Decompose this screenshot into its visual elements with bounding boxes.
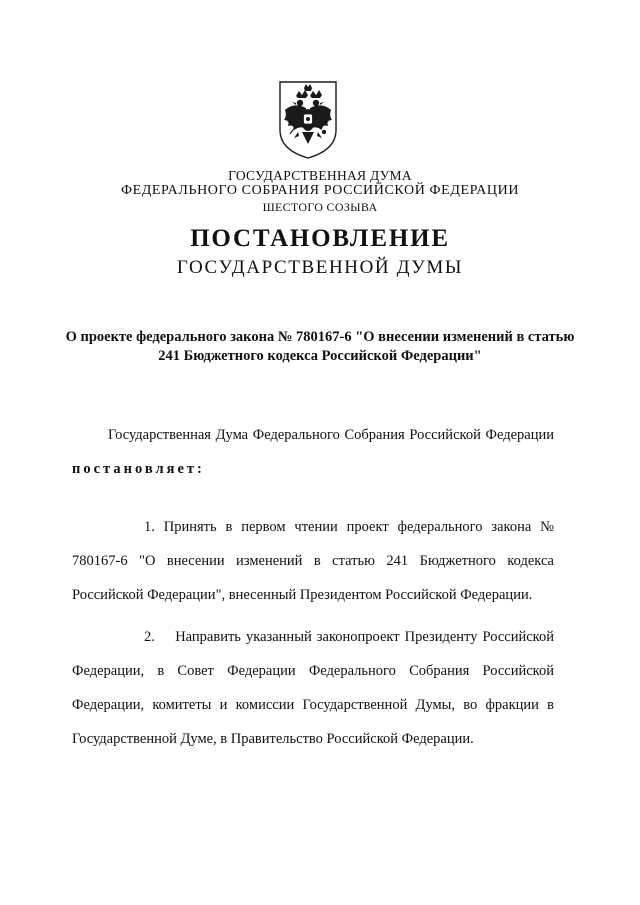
- russian-coat-of-arms-icon: [276, 80, 340, 160]
- document-type-title: ПОСТАНОВЛЕНИЕ: [190, 225, 450, 252]
- org-name-line2: ФЕДЕРАЛЬНОГО СОБРАНИЯ РОССИЙСКОЙ ФЕДЕРАЦИИ: [120, 183, 520, 198]
- convocation: ШЕСТОГО СОЗЫВА: [262, 200, 378, 214]
- preamble-text: Государственная Дума Федерального Собрания Российской Федерации: [108, 427, 554, 443]
- item-2-text: Направить указанный законопроект Президенту Российской Федерации, в Совет Федерации Федерального Собрания Российской Федерации, комитеты и комиссии Государственной Думы, во фракции в Государственной Думе, в Правительство Российской Федерации.: [72, 629, 554, 747]
- item-1-text: Принять в первом чтении проект федерального закона № 780167-6 "О внесении изменений в статью 241 Бюджетного кодекса Российской Федерации", внесенный Президентом Российской Федерации.: [72, 519, 555, 603]
- preamble-verb: постановляет:: [72, 461, 205, 477]
- document-subject: О проекте федерального закона № 780167-6 "О внесении изменений в статью 241 Бюджетного кодекса Российской Федерации": [65, 329, 575, 364]
- document-issuer: ГОСУДАРСТВЕННОЙ ДУМЫ: [176, 257, 464, 278]
- item-2-number: 2.: [144, 629, 155, 645]
- item-2-paragraph: [72, 620, 554, 756]
- item-1-paragraph: [72, 510, 554, 612]
- item-1-number: 1.: [144, 519, 155, 535]
- preamble-paragraph: [72, 418, 554, 486]
- org-name-line1: ГОСУДАРСТВЕННАЯ ДУМА: [228, 168, 412, 183]
